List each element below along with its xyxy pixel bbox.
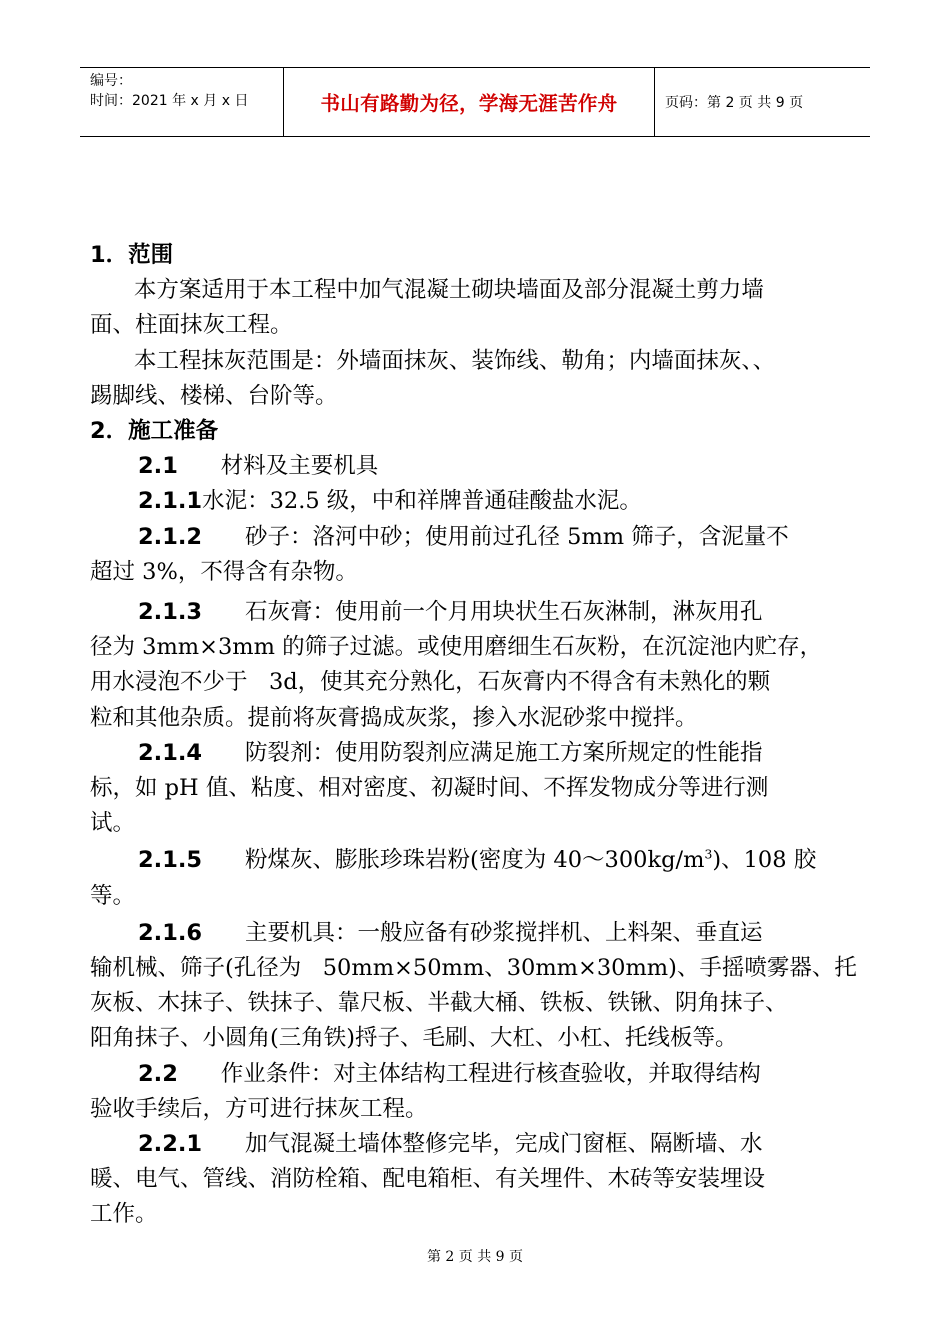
header-page-label: 页码：第 2 页 共 9 页	[665, 95, 804, 111]
header-meta	[90, 71, 280, 111]
clause-number: 2.1.2	[138, 523, 203, 550]
clause-2-1-6: 2.1.6 主要机具：一般应备有砂浆搅拌机、上料架、垂直运 输机械、筛子(孔径为 50mm×50mm、30mm×30mm)、手摇喷雾器、托 灰板、木抹子、铁抹子、靠尺板、半截大桶、铁板、铁锹、阴角抹子、 阳角抹子、小圆角(三角铁)捋子、毛刷、大杠、小杠、托线板等。	[90, 919, 857, 1052]
section-heading: 1．范围	[90, 242, 174, 268]
header-divider	[283, 68, 284, 136]
clause-number: 2.1.4	[138, 739, 203, 766]
page-header	[80, 67, 870, 137]
paragraph: 本方案适用于本工程中加气混凝土砌块墙面及部分混凝土剪力墙 面、柱面抹灰工程。	[90, 277, 764, 339]
clause-2-1-4: 2.1.4 防裂剂：使用防裂剂应满足施工方案所规定的性能指 标，如 pH 值、粘度、相对密度、初凝时间、不挥发物成分等进行测 试。	[90, 739, 769, 837]
paragraph: 本工程抹灰范围是：外墙面抹灰、装饰线、勒角；内墙面抹灰、、 踢脚线、楼梯、台阶等。	[90, 347, 776, 409]
clause-number: 2.1.3	[138, 599, 203, 626]
page-footer: 第 2 页 共 9 页	[426, 1249, 524, 1265]
clause-number: 2.1	[138, 453, 178, 480]
clause-2-1-5: 2.1.5 粉煤灰、膨胀珍珠岩粉(密度为 $40\sim 300kg/m^3$)、108 胶 等。	[90, 847, 817, 909]
header-divider	[654, 68, 655, 136]
section-heading: 2．施工准备	[90, 418, 219, 445]
clause-2-1-1: 2.1.1水泥：32.5 级，中和祥牌普通硅酸盐水泥。	[138, 488, 642, 515]
document-number-label: 编号：	[90, 73, 132, 89]
subsection-2-1: 2.1 材料及主要机具	[138, 453, 379, 480]
clause-2-2-1: 2.2.1 加气混凝土墙体整修完毕，完成门窗框、隔断墙、水 暖、电气、管线、消防栓箱、配电箱柜、有关埋件、木砖等安装埋设 工作。	[90, 1131, 766, 1228]
clause-number: 2.1.6	[138, 919, 203, 946]
clause-2-1-2: 2.1.2 砂子：洛河中砂；使用前过孔径 5mm 筛子，含泥量不 超过 3%，不得含有杂物。	[90, 523, 789, 585]
clause-number: 2.1.5	[138, 847, 203, 874]
document-body	[90, 238, 872, 1233]
clause-number: 2.2.1	[138, 1131, 203, 1158]
header-motto: 书山有路勤为径，学海无涯苦作舟	[320, 92, 618, 115]
subsection-2-2: 2.2 作业条件：对主体结构工程进行核查验收，并取得结构 验收手续后，方可进行抹灰工程。	[90, 1060, 761, 1122]
clause-number: 2.1.1	[138, 488, 203, 515]
document-date-label: 时间：2021 年 x 月 x 日	[90, 93, 249, 109]
clause-2-1-3: 2.1.3 石灰膏：使用前一个月用块状生石灰淋制，淋灰用孔 径为 3mm×3mm 的筛子过滤。或使用磨细生石灰粉，在沉淀池内贮存， 用水浸泡不少于 3d，使其充分熟化，石灰膏内不得含有未熟化的颗 粒和其他杂质。提前将灰膏捣成灰浆，掺入水泥砂浆中搅拌。	[90, 599, 823, 731]
clause-number: 2.2	[138, 1060, 178, 1087]
